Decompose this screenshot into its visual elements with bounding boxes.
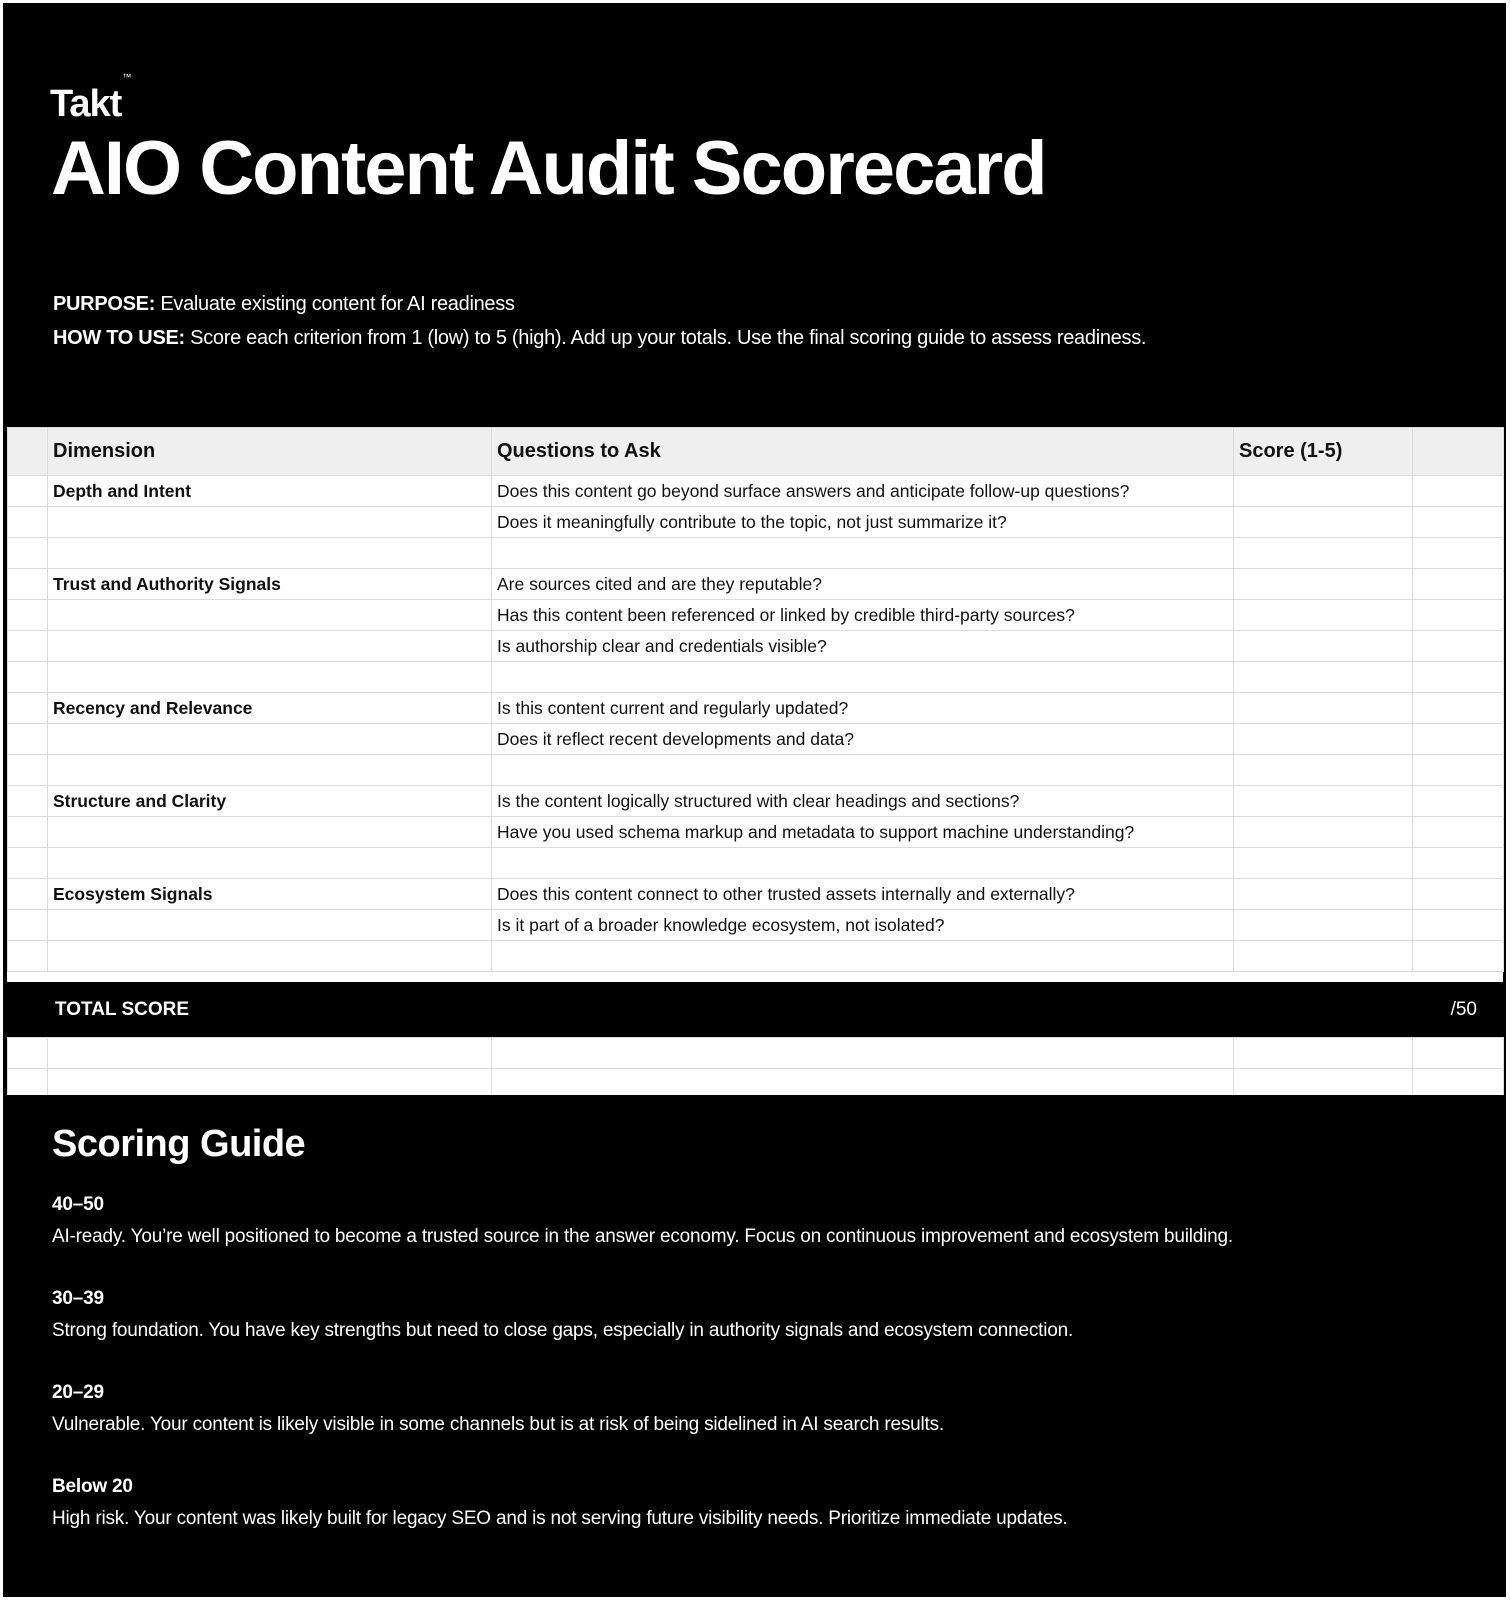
extra-column-cell: [1413, 879, 1504, 910]
score-input-cell[interactable]: [1234, 507, 1413, 538]
dimension-cell: [48, 817, 492, 848]
question-cell: Does this content go beyond surface answers and anticipate follow-up questions?: [492, 476, 1234, 507]
how-to-use-label: HOW TO USE:: [53, 327, 185, 349]
scoring-guide-title: Scoring Guide: [52, 1123, 306, 1165]
row-gutter-cell: [8, 817, 48, 848]
question-cell: Have you used schema markup and metadata to support machine understanding?: [492, 817, 1234, 848]
dimension-cell: [48, 755, 492, 786]
scoring-guide: [3, 1095, 1506, 1597]
extra-column-cell: [1413, 848, 1504, 879]
purpose-text: Evaluate existing content for AI readiness: [160, 293, 515, 315]
tier-below-20: [52, 1471, 1067, 1535]
row-gutter-cell: [8, 662, 48, 693]
table-row: [8, 910, 1504, 941]
extra-column-cell: [1413, 476, 1504, 507]
question-cell: Does it reflect recent developments and data?: [492, 724, 1234, 755]
extra-column-cell: [1413, 569, 1504, 600]
extra-column-cell: [1413, 724, 1504, 755]
brand-logo: [50, 72, 131, 125]
table-row: [8, 693, 1504, 724]
dimension-cell: [48, 910, 492, 941]
row-gutter-cell: [8, 786, 48, 817]
question-cell: Does it meaningfully contribute to the topic, not just summarize it?: [492, 507, 1234, 538]
dimension-cell: Trust and Authority Signals: [48, 569, 492, 600]
table-row: [8, 817, 1504, 848]
extra-column-cell: [1413, 507, 1504, 538]
table-row: [8, 631, 1504, 662]
extra-column-cell: [1413, 941, 1504, 972]
score-input-cell[interactable]: [1234, 600, 1413, 631]
column-header-questions: Questions to Ask: [492, 428, 1234, 476]
tier-description: Vulnerable. Your content is likely visible in some channels but is at risk of being sidelined in AI search results.: [52, 1414, 944, 1435]
row-gutter-cell: [8, 476, 48, 507]
blank-cell: [492, 1038, 1234, 1069]
row-gutter-cell: [8, 600, 48, 631]
tier-range: 40–50: [52, 1194, 104, 1215]
question-cell: [492, 941, 1234, 972]
how-to-use-text: Score each criterion from 1 (low) to 5 (high). Add up your totals. Use the final scoring guide to assess readiness.: [190, 327, 1147, 349]
question-cell: Is this content current and regularly updated?: [492, 693, 1234, 724]
blank-cell[interactable]: [1234, 1038, 1413, 1069]
tier-description: Strong foundation. You have key strengths but need to close gaps, especially in authority signals and ecosystem connection.: [52, 1320, 1074, 1341]
dimension-cell: [48, 507, 492, 538]
extra-column-cell: [1413, 693, 1504, 724]
dimension-cell: Structure and Clarity: [48, 786, 492, 817]
question-cell: Has this content been referenced or linked by credible third-party sources?: [492, 600, 1234, 631]
tier-range: 30–39: [52, 1288, 104, 1309]
column-header-score: Score (1-5): [1234, 428, 1413, 476]
row-gutter-cell: [8, 693, 48, 724]
score-input-cell[interactable]: [1234, 569, 1413, 600]
tier-description: High risk. Your content was likely built for legacy SEO and is not serving future visibility needs. Prioritize immediate updates.: [52, 1508, 1068, 1529]
dimension-cell: [48, 662, 492, 693]
dimension-cell: [48, 631, 492, 662]
row-gutter-cell: [8, 507, 48, 538]
intro: [53, 287, 1146, 355]
tier-description: AI-ready. You’re well positioned to become a trusted source in the answer economy. Focus on continuous improvement and ecosystem building.: [52, 1226, 1233, 1247]
table-row: [8, 879, 1504, 910]
score-input-cell[interactable]: [1234, 910, 1413, 941]
table-row: [8, 755, 1504, 786]
extra-column-cell: [1413, 817, 1504, 848]
total-score-bar: [7, 982, 1503, 1037]
score-input-cell[interactable]: [1234, 848, 1413, 879]
table-header-row: [8, 428, 1504, 476]
score-table: [7, 427, 1503, 982]
total-score-label: TOTAL SCORE: [55, 999, 190, 1020]
table-row: [8, 476, 1504, 507]
brand-name: Takt: [50, 83, 122, 125]
table-row: [8, 662, 1504, 693]
table-row: [8, 848, 1504, 879]
scorecard-page: [3, 3, 1506, 1597]
dimension-cell: [48, 600, 492, 631]
row-gutter-cell: [8, 941, 48, 972]
tier-range: 20–29: [52, 1382, 104, 1403]
dimension-cell: [48, 724, 492, 755]
dimension-cell: [48, 538, 492, 569]
blank-cell: [1413, 1038, 1504, 1069]
extra-column-cell: [1413, 600, 1504, 631]
extra-column-cell: [1413, 755, 1504, 786]
row-gutter-cell: [8, 569, 48, 600]
dimension-cell: [48, 941, 492, 972]
header: [3, 3, 1506, 427]
question-cell: [492, 848, 1234, 879]
total-score-max: /50: [1450, 999, 1477, 1020]
purpose-label: PURPOSE:: [53, 293, 156, 315]
row-gutter-cell: [8, 724, 48, 755]
dimension-cell: Depth and Intent: [48, 476, 492, 507]
extra-column-cell: [1413, 428, 1504, 476]
tier-20-29: [52, 1377, 944, 1441]
extra-column-cell: [1413, 662, 1504, 693]
blank-cell: [48, 1038, 492, 1069]
row-gutter-cell: [8, 910, 48, 941]
score-input-cell[interactable]: [1234, 755, 1413, 786]
tier-40-50: [52, 1189, 1233, 1253]
score-input-cell[interactable]: [1234, 662, 1413, 693]
extra-column-cell: [1413, 631, 1504, 662]
question-cell: Are sources cited and are they reputable?: [492, 569, 1234, 600]
tier-range: Below 20: [52, 1476, 133, 1497]
row-gutter-cell: [8, 631, 48, 662]
score-input-cell[interactable]: [1234, 817, 1413, 848]
question-cell: Is authorship clear and credentials visible?: [492, 631, 1234, 662]
table-row: [8, 724, 1504, 755]
trademark: ™: [122, 72, 131, 83]
table-row: [8, 941, 1504, 972]
table-row: [8, 569, 1504, 600]
question-cell: [492, 755, 1234, 786]
extra-column-cell: [1413, 538, 1504, 569]
score-input-cell[interactable]: [1234, 476, 1413, 507]
table-row: [8, 538, 1504, 569]
row-gutter-cell: [8, 879, 48, 910]
score-input-cell[interactable]: [1234, 693, 1413, 724]
blank-rows: [7, 1037, 1503, 1095]
column-header-dimension: Dimension: [48, 428, 492, 476]
dimension-cell: Recency and Relevance: [48, 693, 492, 724]
how-to-use-line: [53, 321, 1146, 355]
question-cell: Is the content logically structured with clear headings and sections?: [492, 786, 1234, 817]
score-input-cell[interactable]: [1234, 941, 1413, 972]
score-input-cell[interactable]: [1234, 786, 1413, 817]
blank-cell: [8, 1038, 48, 1069]
score-input-cell[interactable]: [1234, 724, 1413, 755]
row-gutter-cell: [8, 538, 48, 569]
page-title: AIO Content Audit Scorecard: [51, 126, 1046, 211]
table-row: [8, 600, 1504, 631]
question-cell: [492, 662, 1234, 693]
blank-row: [8, 1038, 1504, 1069]
row-gutter-cell: [8, 428, 48, 476]
table-row: [8, 507, 1504, 538]
dimension-cell: Ecosystem Signals: [48, 879, 492, 910]
question-cell: [492, 538, 1234, 569]
question-cell: Is it part of a broader knowledge ecosystem, not isolated?: [492, 910, 1234, 941]
tier-30-39: [52, 1283, 1073, 1347]
score-input-cell[interactable]: [1234, 879, 1413, 910]
dimension-cell: [48, 848, 492, 879]
row-gutter-cell: [8, 848, 48, 879]
question-cell: Does this content connect to other trusted assets internally and externally?: [492, 879, 1234, 910]
purpose-line: [53, 287, 1146, 321]
score-input-cell[interactable]: [1234, 538, 1413, 569]
row-gutter-cell: [8, 755, 48, 786]
extra-column-cell: [1413, 910, 1504, 941]
table-row: [8, 786, 1504, 817]
extra-column-cell: [1413, 786, 1504, 817]
score-input-cell[interactable]: [1234, 631, 1413, 662]
